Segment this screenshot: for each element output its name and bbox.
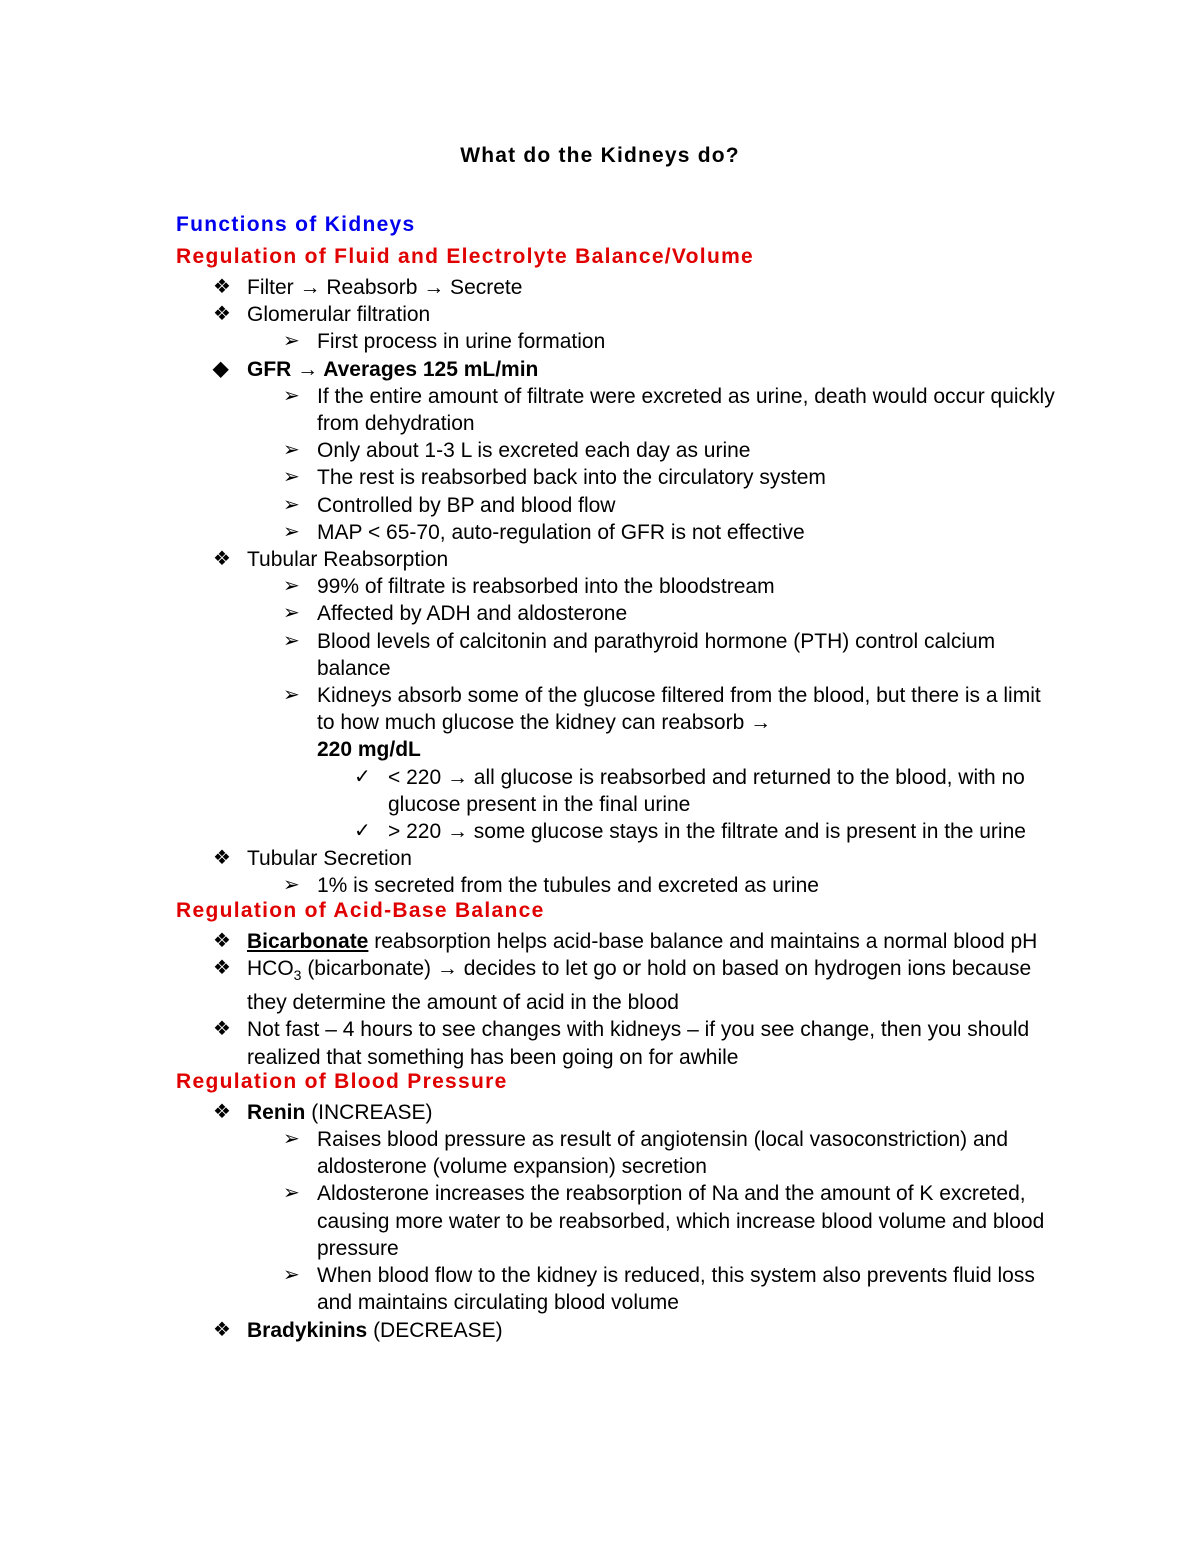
diamond-bullet-icon: ❖ bbox=[213, 276, 231, 298]
diamond-bullet-icon: ❖ bbox=[213, 929, 231, 952]
list-item bbox=[176, 1016, 1056, 1070]
arrow-bullet-icon: ➢ bbox=[283, 493, 300, 516]
bicarbonate-label: Bicarbonate bbox=[247, 929, 369, 953]
tubular-secretion-text: Tubular Secretion bbox=[247, 847, 412, 871]
arrow-bullet-icon: ➢ bbox=[283, 520, 300, 543]
list-item bbox=[176, 356, 1056, 383]
list-item bbox=[176, 845, 1056, 872]
functions-heading: Functions of Kidneys bbox=[176, 213, 416, 236]
secretion-point-text: 1% is secreted from the tubules and excreted as urine bbox=[317, 874, 819, 898]
list-item bbox=[176, 1099, 1056, 1126]
list-item bbox=[176, 492, 1056, 519]
check-bullet-icon: ✓ bbox=[354, 820, 371, 843]
diamond-bullet-icon: ◆ bbox=[213, 357, 229, 380]
list-item bbox=[176, 328, 1056, 355]
arrow-bullet-icon: ➢ bbox=[283, 1128, 300, 1151]
diamond-bullet-icon: ❖ bbox=[213, 847, 231, 870]
gfr-text: GFR → Averages 125 mL/min bbox=[247, 357, 539, 381]
list-item bbox=[176, 1262, 1056, 1316]
arrow-bullet-icon: ➢ bbox=[283, 575, 300, 598]
list-item bbox=[176, 600, 1056, 627]
hco3-prefix: HCO bbox=[247, 956, 294, 980]
arrow-bullet-icon: ➢ bbox=[283, 466, 300, 489]
glucose-check-text: < 220 → all glucose is reabsorbed and returned to the blood, with no glucose present in the final urine bbox=[388, 765, 1025, 816]
arrow-bullet-icon: ➢ bbox=[283, 384, 300, 407]
gfr-point-text: MAP < 65-70, auto-regulation of GFR is not effective bbox=[317, 520, 805, 544]
diamond-bullet-icon: ❖ bbox=[213, 956, 231, 979]
gfr-point-text: Controlled by BP and blood flow bbox=[317, 493, 616, 517]
arrow-bullet-icon: ➢ bbox=[283, 439, 300, 462]
check-bullet-icon: ✓ bbox=[354, 765, 371, 788]
diamond-bullet-icon: ❖ bbox=[213, 303, 231, 326]
page-title: What do the Kidneys do? bbox=[460, 144, 740, 167]
list-item bbox=[176, 928, 1056, 955]
diamond-bullet-icon: ❖ bbox=[213, 1018, 231, 1041]
list-item bbox=[176, 573, 1056, 600]
list-item bbox=[176, 1180, 1056, 1262]
list-item bbox=[176, 955, 1056, 1017]
glomerular-filtration-text: Glomerular filtration bbox=[247, 303, 431, 327]
document-body bbox=[176, 208, 1056, 1344]
first-process-text: First process in urine formation bbox=[317, 330, 606, 354]
gfr-point-text: Only about 1-3 L is excreted each day as urine bbox=[317, 439, 751, 463]
arrow-bullet-icon: ➢ bbox=[283, 874, 300, 897]
diamond-bullet-icon: ❖ bbox=[213, 1100, 231, 1123]
renin-point-text: When blood flow to the kidney is reduced, this system also prevents fluid loss and maintains circulating blood volume bbox=[317, 1264, 1035, 1315]
filter-reabsorb-secrete-text: Filter → Reabsorb → Secrete bbox=[247, 276, 523, 299]
list-item bbox=[176, 464, 1056, 491]
diamond-bullet-icon: ❖ bbox=[213, 1318, 231, 1341]
arrow-bullet-icon: ➢ bbox=[283, 629, 300, 652]
hco3-text: (bicarbonate) → decides to let go or hold on based on hydrogen ions because they determine the amount of acid in the blood bbox=[247, 956, 1032, 1015]
list-item bbox=[176, 274, 1056, 301]
list-item bbox=[176, 872, 1056, 899]
tubular-reabsorption-text: Tubular Reabsorption bbox=[247, 548, 449, 572]
list-item bbox=[176, 519, 1056, 546]
list-item bbox=[176, 546, 1056, 573]
blood-pressure-heading: Regulation of Blood Pressure bbox=[176, 1069, 508, 1093]
arrow-bullet-icon: ➢ bbox=[283, 602, 300, 625]
renin-label: Renin bbox=[247, 1100, 306, 1124]
list-item bbox=[176, 682, 1056, 764]
acid-base-heading: Regulation of Acid-Base Balance bbox=[176, 898, 545, 922]
reabsorption-point-text: 99% of filtrate is reabsorbed into the bloodstream bbox=[317, 575, 775, 599]
arrow-bullet-icon: ➢ bbox=[283, 684, 300, 707]
list-item bbox=[176, 1126, 1056, 1180]
gfr-point-text: If the entire amount of filtrate were excreted as urine, death would occur quickly from dehydration bbox=[317, 384, 1055, 436]
list-item bbox=[176, 383, 1056, 437]
bicarbonate-text: reabsorption helps acid-base balance and maintains a normal blood pH bbox=[374, 929, 1038, 953]
list-item bbox=[176, 764, 1056, 818]
bradykinins-tag: (DECREASE) bbox=[373, 1318, 503, 1342]
glucose-limit-value: 220 mg/dL bbox=[317, 738, 421, 762]
gfr-point-text: The rest is reabsorbed back into the circulatory system bbox=[317, 466, 826, 490]
not-fast-text: Not fast – 4 hours to see changes with kidneys – if you see change, then you should realized that something has been going on for awhile bbox=[247, 1018, 1030, 1069]
glucose-check-text: > 220 → some glucose stays in the filtrate and is present in the urine bbox=[388, 820, 1026, 844]
list-item bbox=[176, 437, 1056, 464]
arrow-bullet-icon: ➢ bbox=[283, 1182, 300, 1205]
hco3-subscript: 3 bbox=[293, 967, 302, 984]
reabsorption-point-text: Affected by ADH and aldosterone bbox=[317, 602, 628, 626]
renin-tag: (INCREASE) bbox=[311, 1100, 433, 1124]
bradykinins-label: Bradykinins bbox=[247, 1318, 368, 1342]
arrow-bullet-icon: ➢ bbox=[283, 330, 300, 353]
list-item bbox=[176, 628, 1056, 682]
reabsorption-point-text: Blood levels of calcitonin and parathyroid hormone (PTH) control calcium balance bbox=[317, 629, 996, 680]
renin-point-text: Aldosterone increases the reabsorption of Na and the amount of K excreted, causing more water to be reabsorbed, which increase blood volume and blood pressure bbox=[317, 1182, 1045, 1260]
list-item bbox=[176, 818, 1056, 845]
renin-point-text: Raises blood pressure as result of angiotensin (local vasoconstriction) and aldosterone (volume expansion) secretion bbox=[317, 1128, 1009, 1179]
fluid-electrolyte-heading: Regulation of Fluid and Electrolyte Balance/Volume bbox=[176, 245, 755, 268]
list-item bbox=[176, 301, 1056, 328]
list-item bbox=[176, 1317, 1056, 1344]
glucose-limit-text: Kidneys absorb some of the glucose filtered from the blood, but there is a limit to how much glucose the kidney can reabsorb → bbox=[317, 684, 1041, 735]
diamond-bullet-icon: ❖ bbox=[213, 548, 231, 571]
arrow-bullet-icon: ➢ bbox=[283, 1264, 300, 1287]
